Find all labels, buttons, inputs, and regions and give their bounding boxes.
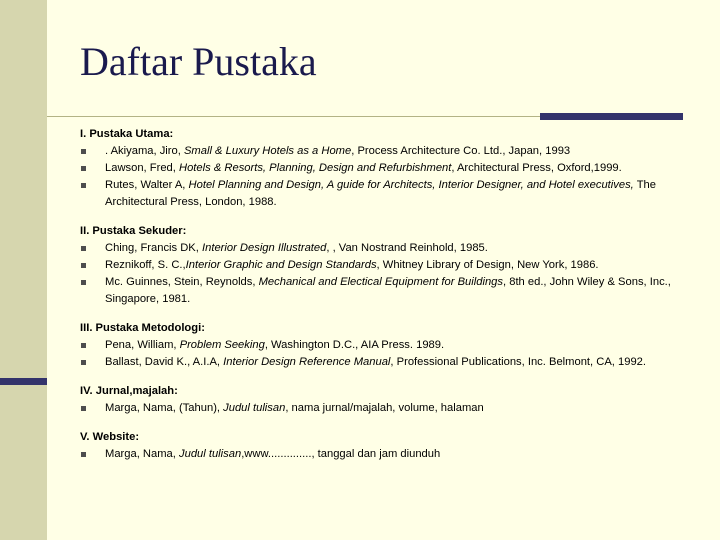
reference-title: Judul tulisan xyxy=(179,448,242,460)
title-divider-accent xyxy=(540,113,683,120)
reference-text: Mc. Guinnes, Stein, Reynolds, xyxy=(105,276,259,288)
reference-text: , Whitney Library of Design, New York, 1986. xyxy=(376,259,599,271)
reference-text: , , Van Nostrand Reinhold, 1985. xyxy=(326,242,488,254)
reference-title: Hotel Planning and Design, A guide for Architects, Interior Designer, and Hotel executives, xyxy=(188,179,634,191)
reference-text: , Architectural Press, Oxford,1999. xyxy=(451,162,622,174)
reference-item xyxy=(80,143,690,160)
reference-text: Marga, Nama, xyxy=(105,448,179,460)
bibliography-section xyxy=(80,383,690,417)
reference-text: , Washington D.C., AIA Press. 1989. xyxy=(264,339,445,351)
reference-item xyxy=(80,400,690,417)
section-heading: IV. Jurnal,majalah: xyxy=(80,385,178,397)
section-heading: III. Pustaka Metodologi: xyxy=(80,322,205,334)
square-bullet-icon xyxy=(81,406,86,411)
reference-text: Reznikoff, S. C., xyxy=(105,259,186,271)
left-decorative-band xyxy=(0,0,47,540)
reference-title: Small & Luxury Hotels as a Home xyxy=(183,145,352,157)
bibliography-section xyxy=(80,126,690,211)
reference-item xyxy=(80,446,690,463)
square-bullet-icon xyxy=(81,360,86,365)
reference-text: , nama jurnal/majalah, volume, halaman xyxy=(285,402,484,414)
reference-text: , Professional Publications, Inc. Belmont, CA, 1992. xyxy=(390,356,647,368)
reference-item xyxy=(80,160,690,177)
left-accent-bar xyxy=(0,378,47,385)
square-bullet-icon xyxy=(81,183,86,188)
reference-title: Interior Design Reference Manual xyxy=(223,356,391,368)
section-heading: I. Pustaka Utama: xyxy=(80,128,174,140)
square-bullet-icon xyxy=(81,149,86,154)
reference-text: The Architectural Press, London, 1988. xyxy=(105,179,656,208)
reference-text: Pena, William, xyxy=(105,339,180,351)
reference-text: , Process Architecture Co. Ltd., Japan, 1993 xyxy=(351,145,571,157)
section-heading: II. Pustaka Sekuder: xyxy=(80,225,187,237)
reference-text: Rutes, Walter A, xyxy=(105,179,189,191)
reference-item xyxy=(80,354,690,371)
reference-text: ,www.............., tanggal dan jam diunduh xyxy=(241,448,441,460)
reference-text: . Akiyama, Jiro, xyxy=(105,145,184,157)
reference-text: Marga, Nama, (Tahun), xyxy=(105,402,224,414)
square-bullet-icon xyxy=(81,166,86,171)
square-bullet-icon xyxy=(81,343,86,348)
slide-title: Daftar Pustaka xyxy=(80,39,317,84)
reference-item xyxy=(80,257,690,274)
reference-text: Lawson, Fred, xyxy=(105,162,179,174)
reference-title: Judul tulisan xyxy=(223,402,286,414)
bibliography-section xyxy=(80,429,690,463)
reference-title: Problem Seeking xyxy=(179,339,265,351)
square-bullet-icon xyxy=(81,280,86,285)
square-bullet-icon xyxy=(81,246,86,251)
reference-item xyxy=(80,177,690,211)
reference-text: Ballast, David K., A.I.A, xyxy=(105,356,224,368)
square-bullet-icon xyxy=(81,263,86,268)
reference-title: Hotels & Resorts, Planning, Design and Refurbishment xyxy=(179,162,452,174)
reference-text: Ching, Francis DK, xyxy=(105,242,202,254)
reference-title: Mechanical and Electical Equipment for Buildings xyxy=(258,276,503,288)
bibliography-section xyxy=(80,320,690,371)
bibliography-section xyxy=(80,223,690,308)
reference-title: Interior Design Illustrated xyxy=(202,242,327,254)
reference-text: , 8th ed., John Wiley & Sons, Inc., Singapore, 1981. xyxy=(105,276,671,305)
reference-item xyxy=(80,337,690,354)
square-bullet-icon xyxy=(81,452,86,457)
reference-item xyxy=(80,274,690,308)
reference-item xyxy=(80,240,690,257)
reference-title: Interior Graphic and Design Standards xyxy=(185,259,377,271)
bibliography-content xyxy=(80,126,690,475)
section-heading: V. Website: xyxy=(80,431,140,443)
